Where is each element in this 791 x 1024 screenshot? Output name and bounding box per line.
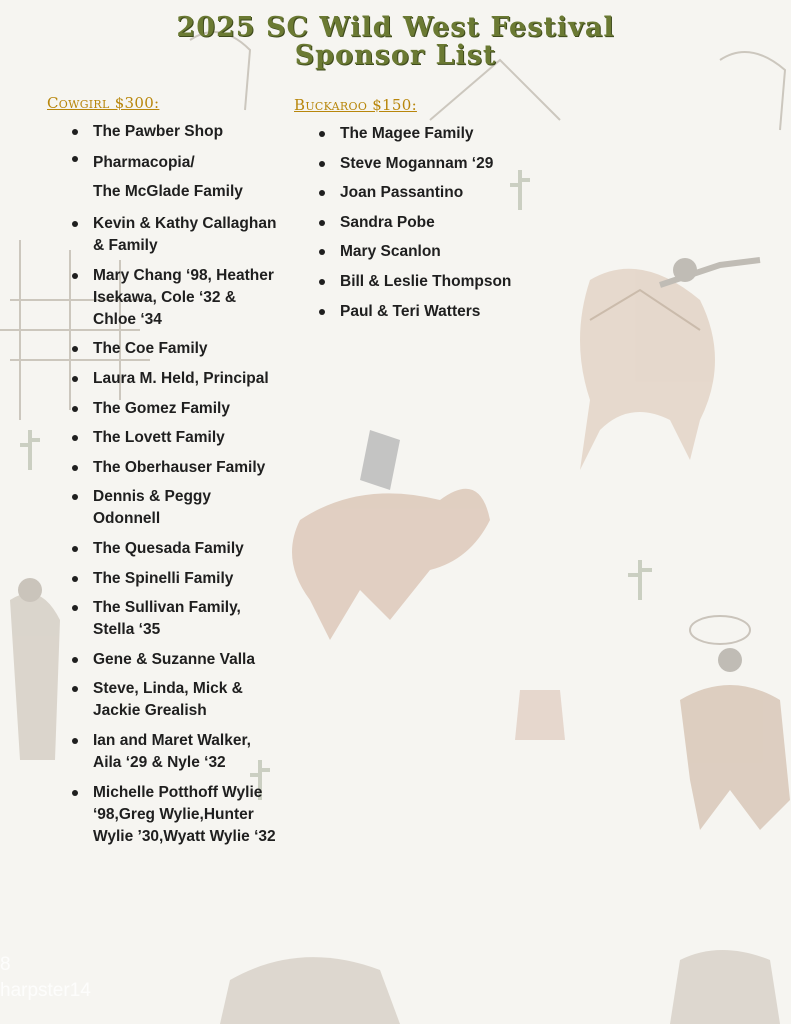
list-item-line: Pharmacopia/ The McGlade Family — [93, 153, 243, 200]
title-line-1: 2025 SC Wild West Festival — [176, 12, 615, 43]
cowgirl-heading: Cowgirl $300: — [47, 94, 160, 112]
cowgirl-column — [47, 94, 277, 855]
watermark-line-2: harpster14 — [0, 980, 91, 1001]
list-item: Mary Scanlon — [294, 241, 524, 263]
title-line-2: Sponsor List — [294, 40, 497, 71]
buckaroo-column — [294, 96, 524, 330]
list-item: Kevin & Kathy Callaghan & Family — [47, 213, 277, 257]
list-item: The Magee Family — [294, 123, 524, 145]
watermark-line-1: 8 — [0, 954, 11, 975]
list-item: Steve, Linda, Mick & Jackie Grealish — [47, 678, 277, 722]
list-item: The Lovett Family — [47, 427, 277, 449]
list-item: Sandra Pobe — [294, 212, 524, 234]
list-item: Bill & Leslie Thompson — [294, 271, 524, 293]
list-item: The Pawber Shop — [47, 121, 277, 143]
list-item: The Oberhauser Family — [47, 457, 277, 479]
list-item: The Gomez Family — [47, 398, 277, 420]
watermark-text — [0, 952, 91, 1004]
cowgirl-list — [47, 121, 277, 848]
buckaroo-list — [294, 123, 524, 323]
list-item: The Quesada Family — [47, 538, 277, 560]
list-item: Steve Mogannam ‘29 — [294, 153, 524, 175]
list-item: The Spinelli Family — [47, 568, 277, 590]
buckaroo-heading: Buckaroo $150: — [294, 96, 417, 114]
list-item: Gene & Suzanne Valla — [47, 649, 277, 671]
page-title — [0, 14, 791, 70]
list-item: Laura M. Held, Principal — [47, 368, 277, 390]
list-item: The Sullivan Family, Stella ‘35 — [47, 597, 277, 641]
list-item: Dennis & Peggy Odonnell — [47, 486, 277, 530]
list-item: Paul & Teri Watters — [294, 301, 524, 323]
list-item: Michelle Potthoff Wylie ‘98,Greg Wylie,Hunter Wylie ’30,Wyatt Wylie ‘32 — [47, 782, 277, 848]
list-item — [47, 148, 277, 206]
list-item: The Coe Family — [47, 338, 277, 360]
list-item: Joan Passantino — [294, 182, 524, 204]
list-item: Mary Chang ‘98, Heather Isekawa, Cole ‘32 & Chloe ‘34 — [47, 265, 277, 331]
list-item: Ian and Maret Walker, Aila ‘29 & Nyle ‘32 — [47, 730, 277, 774]
